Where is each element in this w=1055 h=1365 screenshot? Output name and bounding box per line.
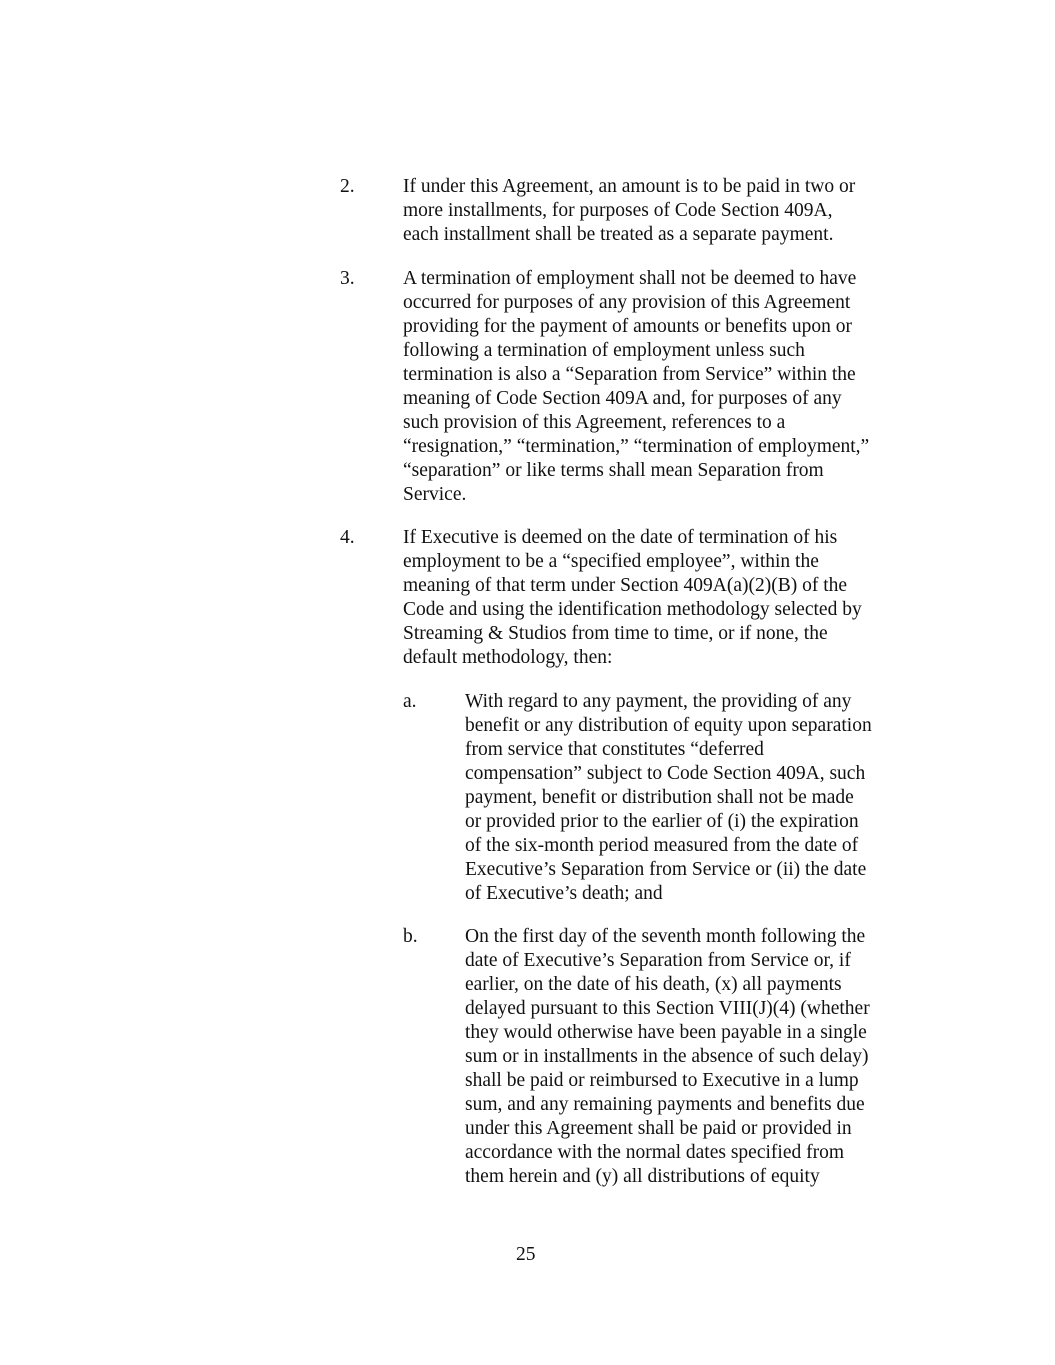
subitem-text-line: On the first day of the seventh month following the <box>465 926 866 947</box>
subitem-text-line: benefit or any distribution of equity upon separation <box>465 715 872 736</box>
subitem-text-line: accordance with the normal dates specified from <box>465 1142 845 1163</box>
subitem-text-line: payment, benefit or distribution shall not be made <box>465 787 854 808</box>
item-text-line: providing for the payment of amounts or benefits upon or <box>403 316 852 337</box>
subitem-text-line: sum, and any remaining payments and benefits due <box>465 1094 865 1115</box>
item-number: 4. <box>340 527 355 548</box>
subitem-text-line: them herein and (y) all distributions of equity <box>465 1166 820 1187</box>
item-text-line: more installments, for purposes of Code Section 409A, <box>403 200 833 221</box>
subitem-text-line: they would otherwise have been payable in a single <box>465 1022 867 1043</box>
item-text-line: If Executive is deemed on the date of termination of his <box>403 527 838 548</box>
item-text-line: each installment shall be treated as a separate payment. <box>403 224 834 245</box>
subitem-text-line: compensation” subject to Code Section 409A, such <box>465 763 866 784</box>
item-text-line: occurred for purposes of any provision of this Agreement <box>403 292 851 313</box>
subitem-text-line: from service that constitutes “deferred <box>465 739 764 760</box>
item-text-line: “resignation,” “termination,” “termination of employment,” <box>403 436 870 457</box>
item-text-line: meaning of that term under Section 409A(a)(2)(B) of the <box>403 575 848 596</box>
subitem-text-line: or provided prior to the earlier of (i) the expiration <box>465 811 859 832</box>
item-text-line: If under this Agreement, an amount is to be paid in two or <box>403 176 856 197</box>
item-text-line: Service. <box>403 484 467 505</box>
item-text-line: A termination of employment shall not be deemed to have <box>403 268 857 289</box>
item-text-line: employment to be a “specified employee”, within the <box>403 551 819 572</box>
subitem-letter: a. <box>403 691 417 712</box>
item-text-line: such provision of this Agreement, references to a <box>403 412 786 433</box>
subitem-letter: b. <box>403 926 418 947</box>
item-text-line: “separation” or like terms shall mean Separation from <box>403 460 824 481</box>
item-text-line: Streaming & Studios from time to time, or if none, the <box>403 623 828 644</box>
item-text-line: meaning of Code Section 409A and, for purposes of any <box>403 388 842 409</box>
item-number: 2. <box>340 176 355 197</box>
subitem-text-line: of the six-month period measured from the date of <box>465 835 859 856</box>
page-number: 25 <box>516 1244 536 1265</box>
subitem-text-line: of Executive’s death; and <box>465 883 663 904</box>
item-text-line: following a termination of employment unless such <box>403 340 805 361</box>
subitem-text-line: shall be paid or reimbursed to Executive in a lump <box>465 1070 859 1091</box>
subitem-text-line: date of Executive’s Separation from Service or, if <box>465 950 851 971</box>
subitem-text-line: delayed pursuant to this Section VIII(J)(4) (whether <box>465 998 870 1019</box>
subitem-text-line: Executive’s Separation from Service or (ii) the date <box>465 859 867 880</box>
subitem-text-line: earlier, on the date of his death, (x) all payments <box>465 974 842 995</box>
item-text-line: Code and using the identification methodology selected by <box>403 599 862 620</box>
item-text-line: default methodology, then: <box>403 647 613 668</box>
item-number: 3. <box>340 268 355 289</box>
item-text-line: termination is also a “Separation from Service” within the <box>403 364 856 385</box>
subitem-text-line: sum or in installments in the absence of such delay) <box>465 1046 869 1067</box>
subitem-text-line: With regard to any payment, the providing of any <box>465 691 852 712</box>
subitem-text-line: under this Agreement shall be paid or provided in <box>465 1118 852 1139</box>
